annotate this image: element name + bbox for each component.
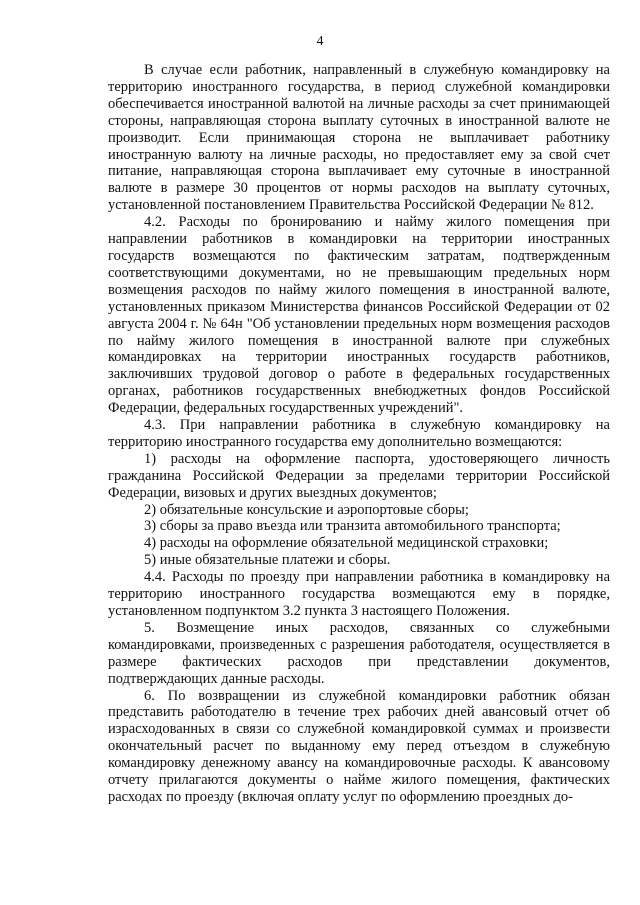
paragraph-5: 5. Возмещение иных расходов, связанных со служебными командировками, произведенных с разрешения работодателя, осуществляется в размере фактических расходов при представлении документов, подтверждающих данные расходы. <box>108 619 610 687</box>
paragraph-4-4: 4.4. Расходы по проезду при направлении работника в командировку на территорию иностранного государства возмещаются ему в порядке, установленном подпунктом 3.2 пункта 3 настоящего Положения. <box>108 569 610 619</box>
paragraph-4-2: 4.2. Расходы по бронированию и найму жилого помещения при направлении работников в командировки на территории иностранных государств возмещаются по фактическим затратам, подтвержденным соответствующими документами, но не превышающим предельных норм возмещения расходов по найму жилого помещения в иностранной валюте, установленных приказом Министерства финансов Российской Федерации от 02 августа 2004 г. № 64н "Об установлении предельных норм возмещения расходов по найму жилого помещения в иностранной валюте при служебных командировках на территории иностранных государств работников, заключивших трудовой договор о работе в федеральных государственных органах, работников государственных внебюджетных фондов Российской Федерации, федеральных государственных учреждений". <box>108 214 610 417</box>
page-number: 4 <box>316 34 324 49</box>
document-body <box>108 62 610 806</box>
paragraph-foreign-currency: В случае если работник, направленный в служебную командировку на территорию иностранного государства, в период служебной командировки обеспечивается иностранной валютой на личные расходы за счет принимающей стороны, направляющая сторона выплату суточных в иностранной валюте не производит. Если принимающая сторона не выплачивает работнику иностранную валюту на личные расходы, но предоставляет ему за свой счет питание, направляющая сторона выплачивает ему суточные в иностранной валюте в размере 30 процентов от нормы расходов на выплату суточных, установленной постановлением Правительства Российской Федерации № 812. <box>108 62 610 214</box>
list-item-1: 1) расходы на оформление паспорта, удостоверяющего личность гражданина Российской Федерации за пределами территории Российской Федерации, визовых и других выездных документов; <box>108 450 610 501</box>
list-item-4: 4) расходы на оформление обязательной медицинской страховки; <box>144 535 549 552</box>
list-item-3: 3) сборы за право въезда или транзита автомобильного транспорта; <box>144 518 561 535</box>
paragraph-4-3: 4.3. При направлении работника в служебную командировку на территорию иностранного государства ему дополнительно возмещаются: <box>108 417 610 450</box>
list-item-2: 2) обязательные консульские и аэропортовые сборы; <box>144 501 469 518</box>
paragraph-6: 6. По возвращении из служебной командировки работник обязан представить работодателю в течение трех рабочих дней авансовый отчет об израсходованных в связи со служебной командировкой суммах и произвести окончательный расчет по выданному ему перед отъездом в служебную командировку денежному авансу на командировочные расходы. К авансовому отчету прилагаются документы о найме жилого помещения, фактических расходах по проезду (включая оплату услуг по оформлению проездных до- <box>108 687 610 805</box>
list-item-5: 5) иные обязательные платежи и сборы. <box>144 552 391 569</box>
